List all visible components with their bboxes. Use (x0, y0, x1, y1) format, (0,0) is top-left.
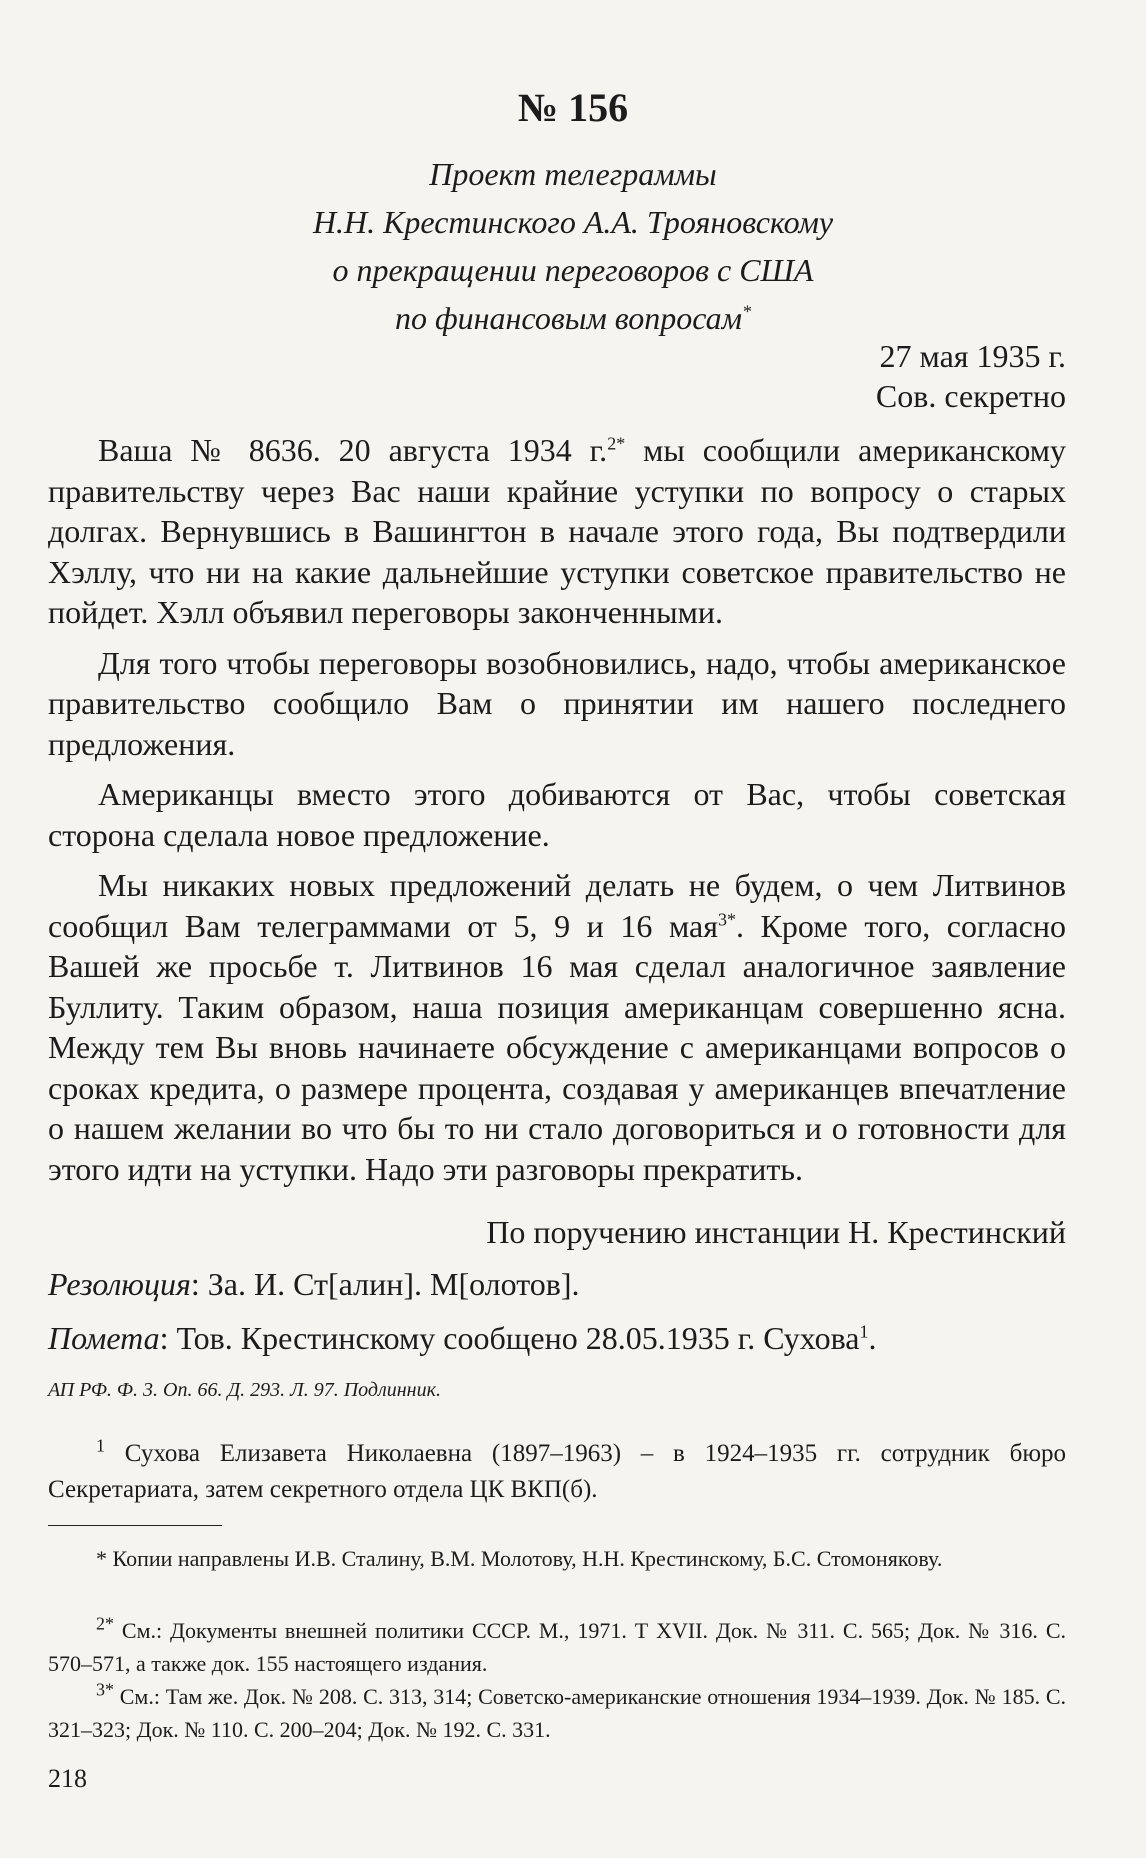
footnote-ref-2: 2* (607, 433, 626, 454)
note-1-mark: * (96, 1546, 107, 1571)
footnote-1-mark: 1 (96, 1435, 105, 1456)
classification-stamp: Сов. секретно (875, 378, 1066, 414)
footnote-ref-3: 3* (717, 908, 736, 929)
note-1-text: Копии направлены И.В. Сталину, В.М. Молотову, Н.Н. Крестинскому, Б.С. Стомонякову. (107, 1546, 943, 1571)
paragraph-4 (48, 865, 1066, 1189)
paragraph-1-part-b: мы сообщили американскому правительству через Вас наши крайние уступки по вопросу о старых долгах. Вернувшись в Вашингтон в начале этого года, Вы подтвердили Хэллу, что ни на какие дальнейшие уступки советское правительство не пойдет. Хэлл объявил переговоры законченными. (48, 432, 1067, 630)
note-2-text: См.: Документы внешней политики СССР. М., 1971. Т XVII. Док. № 311. С. 565; Док. № 316. С. 570–571, а также док. 155 настоящего издания. (48, 1618, 1066, 1676)
note-1 (48, 1542, 1066, 1575)
archive-reference: АП РФ. Ф. 3. Оп. 66. Д. 293. Л. 97. Подлинник. (48, 1379, 441, 1401)
note-3-mark: 3* (96, 1679, 114, 1700)
mark-end: . (868, 1320, 877, 1356)
title-line-1: Проект телеграммы (429, 156, 717, 192)
note-3 (48, 1680, 1066, 1746)
paragraph-4-part-b: . Кроме того, согласно Вашей же просьбе т. Литвинов 16 мая сделал аналогичное заявление Буллиту. Таким образом, наша позиция американцам совершенно ясна. Между тем Вы вновь начинаете обсуждение с американцами вопросов о сроках кредита, о размере процента, создавая у американцев впечатление о нашем желании во что бы то ни стало договориться и о готовности для этого идти на уступки. Надо эти разговоры прекратить. (48, 907, 1067, 1187)
note-3-text: См.: Там же. Док. № 208. С. 313, 314; Советско-американские отношения 1934–1939. Док. № 185. С. 321–323; Док. № 110. С. 200–204; Док. № 192. С. 331. (48, 1684, 1066, 1742)
mark-text: : Тов. Крестинскому сообщено 28.05.1935 г. Сухова (159, 1320, 860, 1356)
title-note-mark: * (742, 301, 752, 322)
footnote-divider (48, 1525, 222, 1526)
title-line-4 (0, 294, 1146, 342)
paragraph-2: Для того чтобы переговоры возобновились, надо, чтобы американское правительство сообщило Вам о принятии им нашего последнего предложения. (48, 644, 1066, 762)
resolution-text: : За. И. Ст[алин]. М[олотов]. (190, 1266, 580, 1302)
paragraph-1 (48, 430, 1066, 633)
title-line-3: о прекращении переговоров с США (332, 252, 814, 288)
signature-line: По поручению инстанции Н. Крестинский (486, 1214, 1066, 1250)
footnote-1-text: Сухова Елизавета Николаевна (1897–1963) – в 1924–1935 гг. сотрудник бюро Секретариата, затем секретного отдела ЦК ВКП(б). (48, 1440, 1066, 1503)
resolution-line (48, 1266, 580, 1303)
footnote-1 (48, 1436, 1066, 1508)
footnote-ref-1: 1 (859, 1321, 869, 1342)
paragraph-4-part-a: Мы никаких новых предложений делать не будем, о чем Литвинов сообщил Вам телеграммами от 5, 9 и 16 мая (48, 867, 1066, 944)
document-date: 27 мая 1935 г. (879, 338, 1066, 374)
paragraph-1-part-a: Ваша № 8636. 20 августа 1934 г. (98, 432, 608, 468)
resolution-label: Резолюция (48, 1266, 191, 1302)
title-line-4-text: по финансовым вопросам (394, 300, 743, 336)
paragraph-3: Американцы вместо этого добиваются от Вас, чтобы советская сторона сделала новое предложение. (48, 776, 1066, 853)
mark-label: Помета (48, 1320, 160, 1356)
page-number: 218 (48, 1764, 87, 1793)
mark-line (48, 1320, 876, 1357)
note-2 (48, 1614, 1066, 1680)
title-line-2: Н.Н. Крестинского А.А. Трояновскому (312, 204, 834, 240)
document-number: № 156 (517, 85, 629, 130)
note-2-mark: 2* (96, 1613, 114, 1634)
telegram-body (48, 430, 1066, 1199)
